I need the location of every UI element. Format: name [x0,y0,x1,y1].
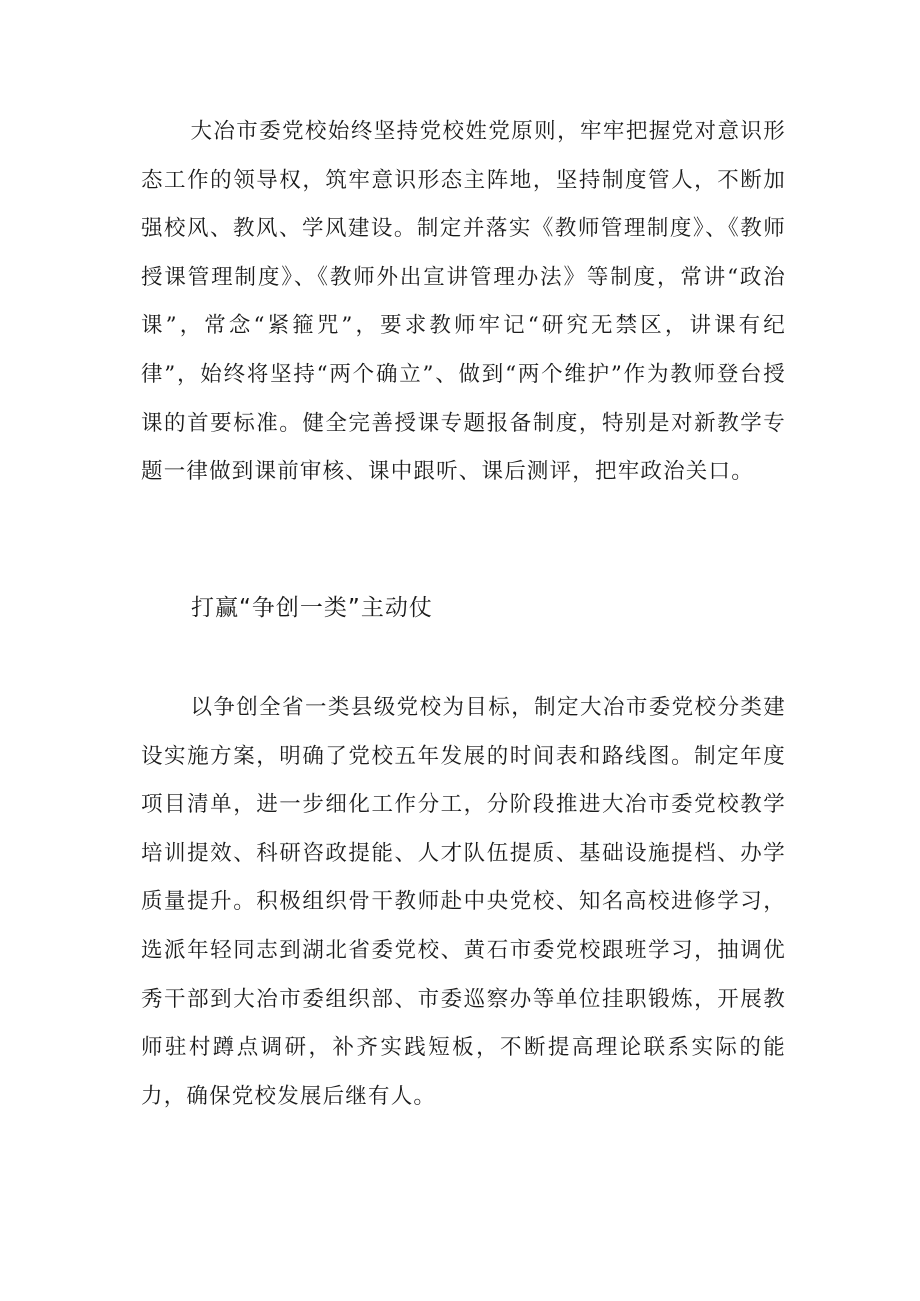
paragraph-first-class-goal: 以争创全省一类县级党校为目标，制定大冶市委党校分类建设实施方案，明确了党校五年发展的时间表和路线图。制定年度项目清单，进一步细化工作分工，分阶段推进大冶市委党校教学培训提效、科研咨政提能、人才队伍提质、基础设施提档、办学质量提升。积极组织骨干教师赴中央党校、知名高校进修学习，选派年轻同志到湖北省委党校、黄石市委党校跟班学习，抽调优秀干部到大冶市委组织部、市委巡察办等单位挂职锻炼，开展教师驻村蹲点调研，补齐实践短板，不断提高理论联系实际的能力，确保党校发展后继有人。 [141,695,786,1109]
paragraph-ideology-work: 大冶市委党校始终坚持党校姓党原则，牢牢把握党对意识形态工作的领导权，筑牢意识形态主阵地，坚持制度管人，不断加强校风、教风、学风建设。制定并落实《教师管理制度》、《教师授课管理制度》、《教师外出宣讲管理办法》等制度，常讲“政治课”，常念“紧箍咒”，要求教师牢记“研究无禁区，讲课有纪律”，始终将坚持“两个确立”、做到“两个维护”作为教师登台授课的首要标准。健全完善授课专题报备制度，特别是对新教学专题一律做到课前审核、课中跟听、课后测评，把牢政治关口。 [141,119,786,485]
section-heading: 打赢“争创一类”主动仗 [191,595,433,621]
